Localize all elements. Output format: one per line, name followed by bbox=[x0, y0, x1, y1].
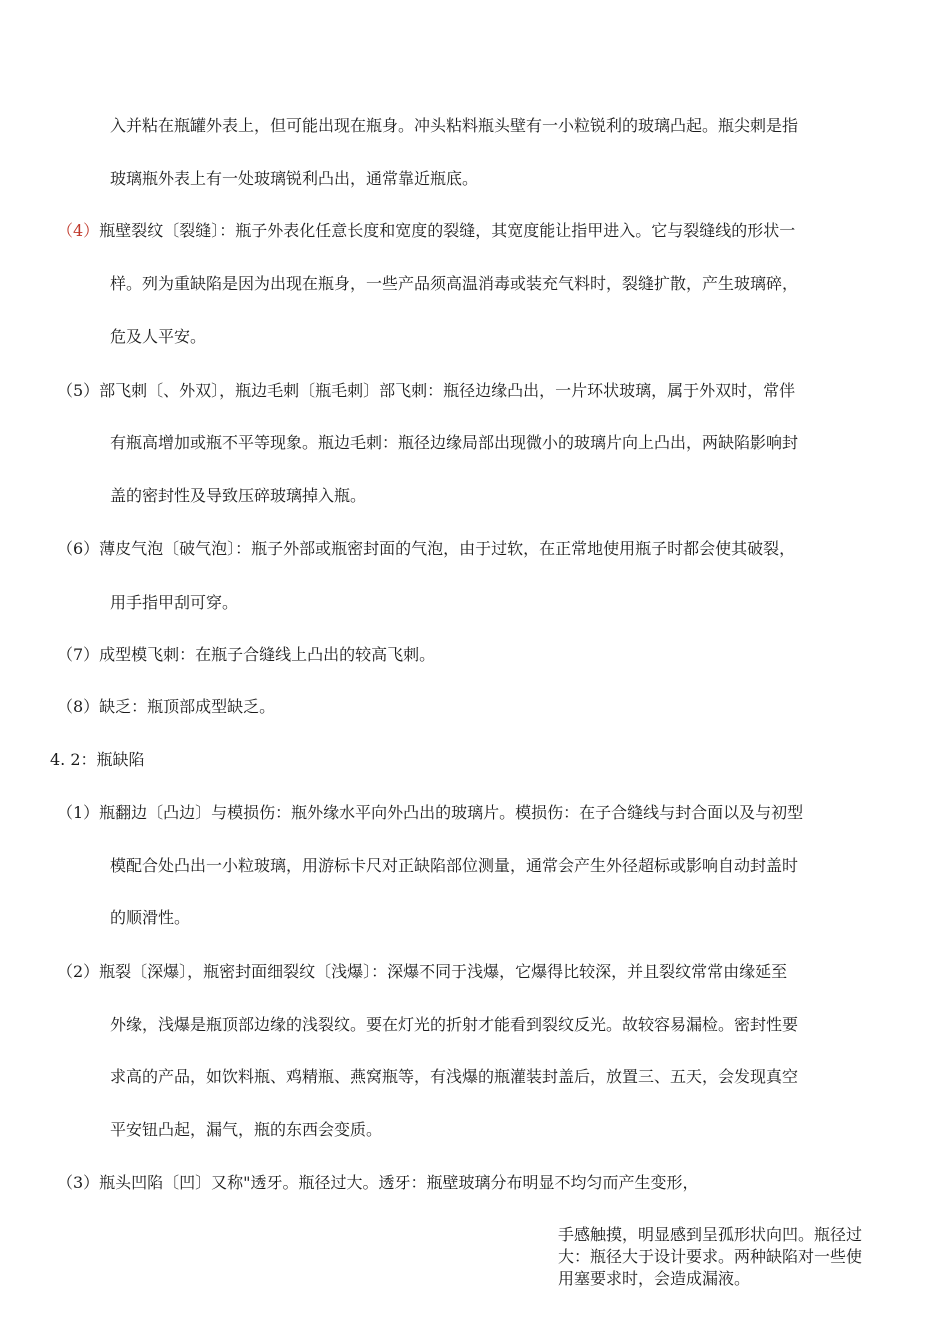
text-line: 外缘，浅爆是瓶顶部边缘的浅裂纹。要在灯光的折射才能看到裂纹反光。故较容易漏检。密封性要 bbox=[110, 1015, 799, 1034]
text-line: 的顺滑性。 bbox=[110, 908, 191, 927]
list-item-7: （7）成型模飞刺：在瓶子合缝线上凸出的较高飞刺。 bbox=[57, 645, 436, 664]
text-line: 有瓶高增加或瓶不平等现象。瓶边毛刺：瓶径边缘局部出现微小的玻璃片向上凸出，两缺陷影响封 bbox=[110, 433, 799, 452]
list-item-2: （2）瓶裂〔深爆〕，瓶密封面细裂纹〔浅爆〕：深爆不同于浅爆，它爆得比较深，并且裂纹常常由缘延至 bbox=[57, 962, 788, 981]
text-line: 平安钮凸起，漏气，瓶的东西会变质。 bbox=[110, 1120, 383, 1139]
text-line: 玻璃瓶外表上有一处玻璃锐利凸出，通常靠近瓶底。 bbox=[110, 169, 479, 188]
text-line: 盖的密封性及导致压碎玻璃掉入瓶。 bbox=[110, 486, 367, 505]
list-number: （4） bbox=[57, 221, 100, 240]
list-item-8: （8）缺乏：瓶顶部成型缺乏。 bbox=[57, 697, 276, 716]
text-line: 模配合处凸出一小粒玻璃，用游标卡尺对正缺陷部位测量，通常会产生外径超标或影响自动封盖时 bbox=[110, 856, 799, 875]
list-item-1: （1）瓶翻边〔凸边〕与模损伤：瓶外缘水平向外凸出的玻璃片。模损伤：在子合缝线与封合面以及与初型 bbox=[57, 803, 804, 822]
text-line: 危及人平安。 bbox=[110, 327, 207, 346]
list-item-3: （3）瓶头凹陷〔凹〕又称"透牙。瓶径过大。透牙：瓶壁玻璃分布明显不均匀而产生变形， bbox=[57, 1173, 699, 1192]
list-item-5: （5）部飞刺〔、外双〕，瓶边毛刺〔瓶毛刺〕部飞刺：瓶径边缘凸出，一片环状玻璃，属于外双时，常伴 bbox=[57, 381, 796, 400]
list-text: 瓶壁裂纹〔裂缝〕：瓶子外表化任意长度和宽度的裂缝，其宽度能让指甲进入。它与裂缝线的形状一 bbox=[99, 221, 796, 240]
text-line: 样。列为重缺陷是因为出现在瓶身，一些产品须高温消毒或装充气料时，裂缝扩散，产生玻璃碎， bbox=[110, 274, 799, 293]
side-note-line: 用塞要求时，会造成漏液。 bbox=[558, 1269, 751, 1288]
text-line: 入并粘在瓶罐外表上，但可能出现在瓶身。冲头粘料瓶头壁有一小粒锐利的玻璃凸起。瓶尖刺是指 bbox=[110, 116, 799, 135]
list-item-6: （6）薄皮气泡〔破气泡〕：瓶子外部或瓶密封面的气泡，由于过软，在正常地使用瓶子时都会使其破裂， bbox=[57, 539, 796, 558]
list-item-4 bbox=[57, 221, 795, 241]
side-note-line: 大：瓶径大于设计要求。两种缺陷对一些使 bbox=[558, 1247, 863, 1266]
side-note-line: 手感触摸，明显感到呈孤形状向凹。瓶径过 bbox=[558, 1225, 863, 1244]
text-line: 用手指甲刮可穿。 bbox=[110, 593, 239, 612]
text-line: 求高的产品，如饮料瓶、鸡精瓶、燕窝瓶等，有浅爆的瓶灌装封盖后，放置三、五天，会发现真空 bbox=[110, 1067, 799, 1086]
side-note-textbox bbox=[558, 1224, 903, 1290]
section-heading: 4. 2：瓶缺陷 bbox=[50, 750, 145, 769]
